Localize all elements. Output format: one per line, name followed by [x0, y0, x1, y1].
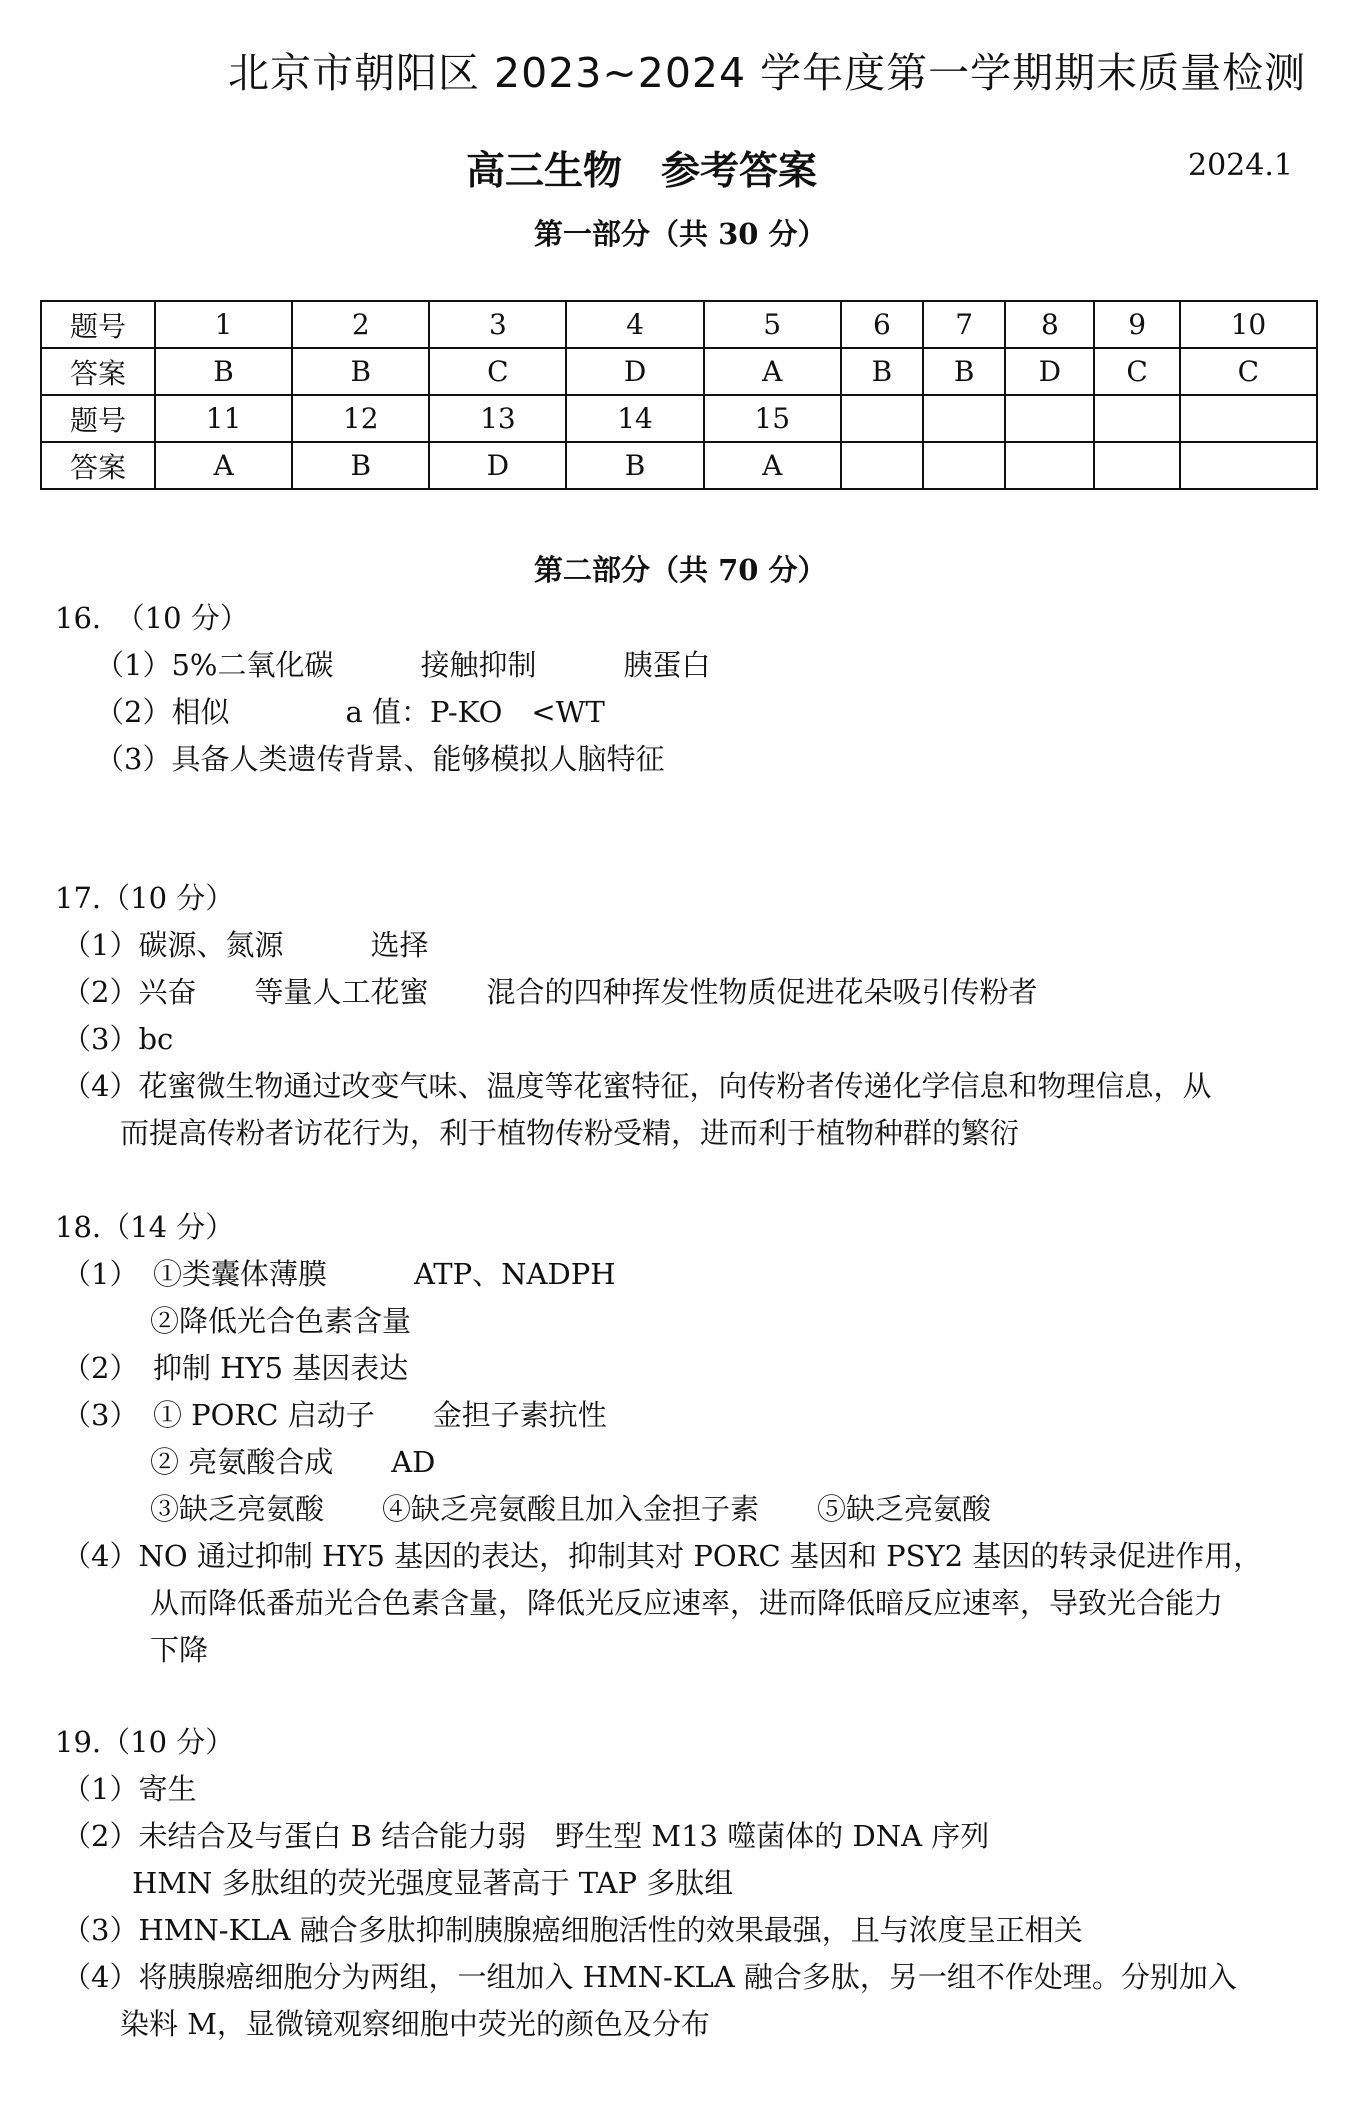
- q17-title: 17.（10 分）: [55, 881, 235, 915]
- table-cell: 1: [155, 301, 292, 348]
- table-cell: B: [292, 442, 429, 489]
- q17-answer-3: （3）bc: [62, 1022, 174, 1056]
- q18-answer-4: （4）NO 通过抑制 HY5 基因的表达，抑制其对 PORC 基因和 PSY2 基因的转录促进作用，: [62, 1539, 1263, 1573]
- table-cell: 12: [292, 395, 429, 442]
- q19-answer-2: （2）未结合及与蛋白 B 结合能力弱 野生型 M13 噬菌体的 DNA 序列: [62, 1819, 990, 1853]
- table-cell: 13: [429, 395, 566, 442]
- table-cell: C: [1094, 348, 1179, 395]
- table-row-answer-2: [41, 442, 1317, 489]
- q18-answer-4-cont: 从而降低番茄光合色素含量，降低光反应速率，进而降低暗反应速率，导致光合能力: [150, 1586, 1224, 1620]
- q18-answer-3b: ② 亮氨酸合成 AD: [150, 1445, 436, 1479]
- q18-answer-1: （1） ①类囊体薄膜 ATP、NADPH: [62, 1257, 616, 1291]
- document-date: 2024.1: [1188, 148, 1293, 183]
- table-cell: C: [429, 348, 566, 395]
- table-cell: [841, 442, 923, 489]
- table-cell: 9: [1094, 301, 1179, 348]
- q18-answer-3c: ③缺乏亮氨酸 ④缺乏亮氨酸且加入金担子素 ⑤缺乏亮氨酸: [150, 1492, 992, 1526]
- q16-title: 16. （10 分）: [55, 601, 249, 635]
- q18-answer-4-cont2: 下降: [150, 1633, 209, 1667]
- table-cell: [1005, 395, 1094, 442]
- table-cell: 7: [923, 301, 1005, 348]
- document-subtitle: 高三生物 参考答案: [466, 148, 818, 194]
- table-row-question-2: [41, 395, 1317, 442]
- q16-answer-2: （2）相似 a 值：P-KO <WT: [95, 695, 605, 729]
- table-cell: B: [155, 348, 292, 395]
- row-label: 题号: [41, 301, 155, 348]
- q16-answer-3: （3）具备人类遗传背景、能够模拟人脑特征: [95, 742, 665, 776]
- q19-answer-2b: HMN 多肽组的荧光强度显著高于 TAP 多肽组: [132, 1866, 734, 1900]
- part1-heading: 第一部分（共 30 分）: [534, 217, 827, 251]
- table-cell: B: [923, 348, 1005, 395]
- table-cell: B: [292, 348, 429, 395]
- table-cell: 4: [566, 301, 703, 348]
- q17-answer-4: （4）花蜜微生物通过改变气味、温度等花蜜特征，向传粉者传递化学信息和物理信息，从: [62, 1069, 1212, 1103]
- table-cell: D: [429, 442, 566, 489]
- table-cell: 5: [704, 301, 841, 348]
- q19-answer-3: （3）HMN-KLA 融合多肽抑制胰腺癌细胞活性的效果最强，且与浓度呈正相关: [62, 1913, 1083, 1947]
- q16-answer-1: （1）5%二氧化碳 接触抑制 胰蛋白: [95, 648, 711, 682]
- table-cell: [1005, 442, 1094, 489]
- table-row-question-1: [41, 301, 1317, 348]
- table-cell: D: [1005, 348, 1094, 395]
- row-label: 答案: [41, 348, 155, 395]
- q17-answer-2: （2）兴奋 等量人工花蜜 混合的四种挥发性物质促进花朵吸引传粉者: [62, 975, 1038, 1009]
- q18-title: 18.（14 分）: [55, 1210, 235, 1244]
- table-cell: B: [566, 442, 703, 489]
- q19-title: 19.（10 分）: [55, 1725, 235, 1759]
- table-cell: 8: [1005, 301, 1094, 348]
- row-label: 答案: [41, 442, 155, 489]
- table-row-answer-1: [41, 348, 1317, 395]
- table-cell: [841, 395, 923, 442]
- table-cell: [923, 395, 1005, 442]
- table-cell: [923, 442, 1005, 489]
- table-cell: 3: [429, 301, 566, 348]
- table-cell: 10: [1180, 301, 1317, 348]
- table-cell: B: [841, 348, 923, 395]
- q19-answer-1: （1）寄生: [62, 1772, 197, 1806]
- document-title: 北京市朝阳区 2023~2024 学年度第一学期期末质量检测: [228, 49, 1307, 97]
- table-cell: 15: [704, 395, 841, 442]
- q18-answer-2: （2） 抑制 HY5 基因表达: [62, 1351, 409, 1385]
- q17-answer-4-cont: 而提高传粉者访花行为，利于植物传粉受精，进而利于植物种群的繁衍: [120, 1116, 1020, 1150]
- table-cell: 2: [292, 301, 429, 348]
- q19-answer-4-cont: 染料 M，显微镜观察细胞中荧光的颜色及分布: [120, 2007, 710, 2041]
- answer-table: [40, 300, 1318, 490]
- table-cell: 14: [566, 395, 703, 442]
- table-cell: [1094, 395, 1179, 442]
- table-cell: A: [704, 348, 841, 395]
- table-cell: A: [704, 442, 841, 489]
- table-cell: [1180, 442, 1317, 489]
- q18-answer-3: （3） ① PORC 启动子 金担子素抗性: [62, 1398, 607, 1432]
- table-cell: C: [1180, 348, 1317, 395]
- q19-answer-4: （4）将胰腺癌细胞分为两组，一组加入 HMN-KLA 融合多肽，另一组不作处理。分别加入: [62, 1960, 1237, 1994]
- table-cell: [1180, 395, 1317, 442]
- table-cell: 11: [155, 395, 292, 442]
- table-cell: D: [566, 348, 703, 395]
- row-label: 题号: [41, 395, 155, 442]
- q18-answer-1b: ②降低光合色素含量: [150, 1304, 412, 1338]
- table-cell: 6: [841, 301, 923, 348]
- table-cell: A: [155, 442, 292, 489]
- q17-answer-1: （1）碳源、氮源 选择: [62, 928, 429, 962]
- table-cell: [1094, 442, 1179, 489]
- part2-heading: 第二部分（共 70 分）: [534, 553, 827, 587]
